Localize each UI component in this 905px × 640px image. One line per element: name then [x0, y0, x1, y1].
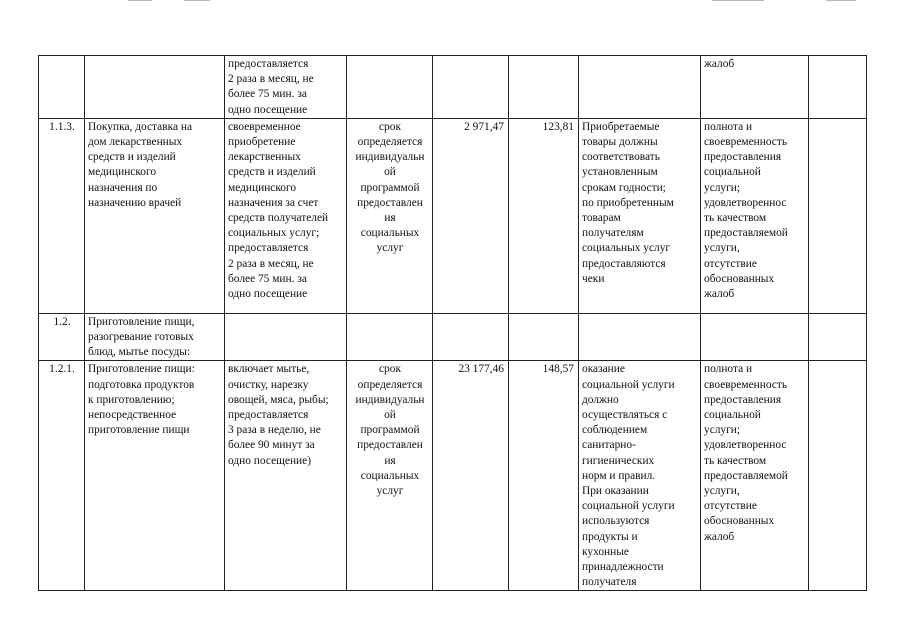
cell-quality-indicators: [579, 56, 701, 119]
cell-service-content: включает мытье, очистку, нарезку овощей, мяса, рыбы; предоставляется 3 раза в неделю, не более 90 минут за одно посещение): [225, 361, 347, 591]
cell-tariff-price: [433, 56, 509, 119]
cell-quality-indicators: оказание социальной услуги должно осуществляться с соблюдением санитарно- гигиенических норм и правил. При оказании социальной услуги используются продукты и кухонные принадлежности получателя: [579, 361, 701, 591]
scan-edge-far-right: [826, 0, 856, 1]
scan-edge-left: [128, 0, 152, 1]
cell-row-number: 1.2.: [39, 313, 85, 361]
cell-quality-indicators: [579, 313, 701, 361]
cell-evaluation-conditions: жалоб: [701, 56, 809, 119]
table-row: [39, 56, 867, 119]
cell-tariff-price: 2 971,47: [433, 118, 509, 313]
cell-tariff-price: 23 177,46: [433, 361, 509, 591]
cell-service-term: срок определяется индивидуальн ой программой предоставлен ия социальных услуг: [347, 361, 433, 591]
cell-service-name: [85, 56, 225, 119]
cell-row-number: [39, 56, 85, 119]
cell-row-number: 1.2.1.: [39, 361, 85, 591]
scan-edge-mid: [184, 0, 210, 1]
cell-quality-indicators: Приобретаемые товары должны соответствовать установленным срокам годности; по приобретенным товарам получателям социальных услуг предоставляются чеки: [579, 118, 701, 313]
cell-extra-cell: [809, 118, 867, 313]
cell-tariff-price: [433, 313, 509, 361]
scan-edge-right: [712, 0, 764, 1]
cell-service-term: [347, 56, 433, 119]
table-row: [39, 313, 867, 361]
cell-service-content: предоставляется 2 раза в месяц, не более 75 мин. за одно посещение: [225, 56, 347, 119]
cell-service-name: Покупка, доставка на дом лекарственных средств и изделий медицинского назначения по назначению врачей: [85, 118, 225, 313]
cell-time-norm: 123,81: [509, 118, 579, 313]
table-row: [39, 118, 867, 313]
cell-evaluation-conditions: полнота и своевременность предоставления социальной услуги; удовлетвореннос ть качеством предоставляемой услуги, отсутствие обоснованных жалоб: [701, 361, 809, 591]
cell-service-content: своевременное приобретение лекарственных средств и изделий медицинского назначения за счет средств получателей социальных услуг; предоставляется 2 раза в месяц, не более 75 мин. за одно посещение: [225, 118, 347, 313]
cell-time-norm: 148,57: [509, 361, 579, 591]
cell-service-name: Приготовление пищи, разогревание готовых блюд, мытье посуды:: [85, 313, 225, 361]
services-table: [38, 55, 867, 591]
table-row: [39, 361, 867, 591]
cell-extra-cell: [809, 361, 867, 591]
cell-service-term: срок определяется индивидуальн ой программой предоставлен ия социальных услуг: [347, 118, 433, 313]
cell-service-content: [225, 313, 347, 361]
cell-service-term: [347, 313, 433, 361]
cell-time-norm: [509, 56, 579, 119]
cell-time-norm: [509, 313, 579, 361]
cell-evaluation-conditions: [701, 313, 809, 361]
cell-service-name: Приготовление пищи: подготовка продуктов к приготовлению; непосредственное приготовление пищи: [85, 361, 225, 591]
cell-extra-cell: [809, 313, 867, 361]
cell-extra-cell: [809, 56, 867, 119]
cell-row-number: 1.1.3.: [39, 118, 85, 313]
cell-evaluation-conditions: полнота и своевременность предоставления социальной услуги; удовлетвореннос ть качеством предоставляемой услуги, отсутствие обоснованных жалоб: [701, 118, 809, 313]
